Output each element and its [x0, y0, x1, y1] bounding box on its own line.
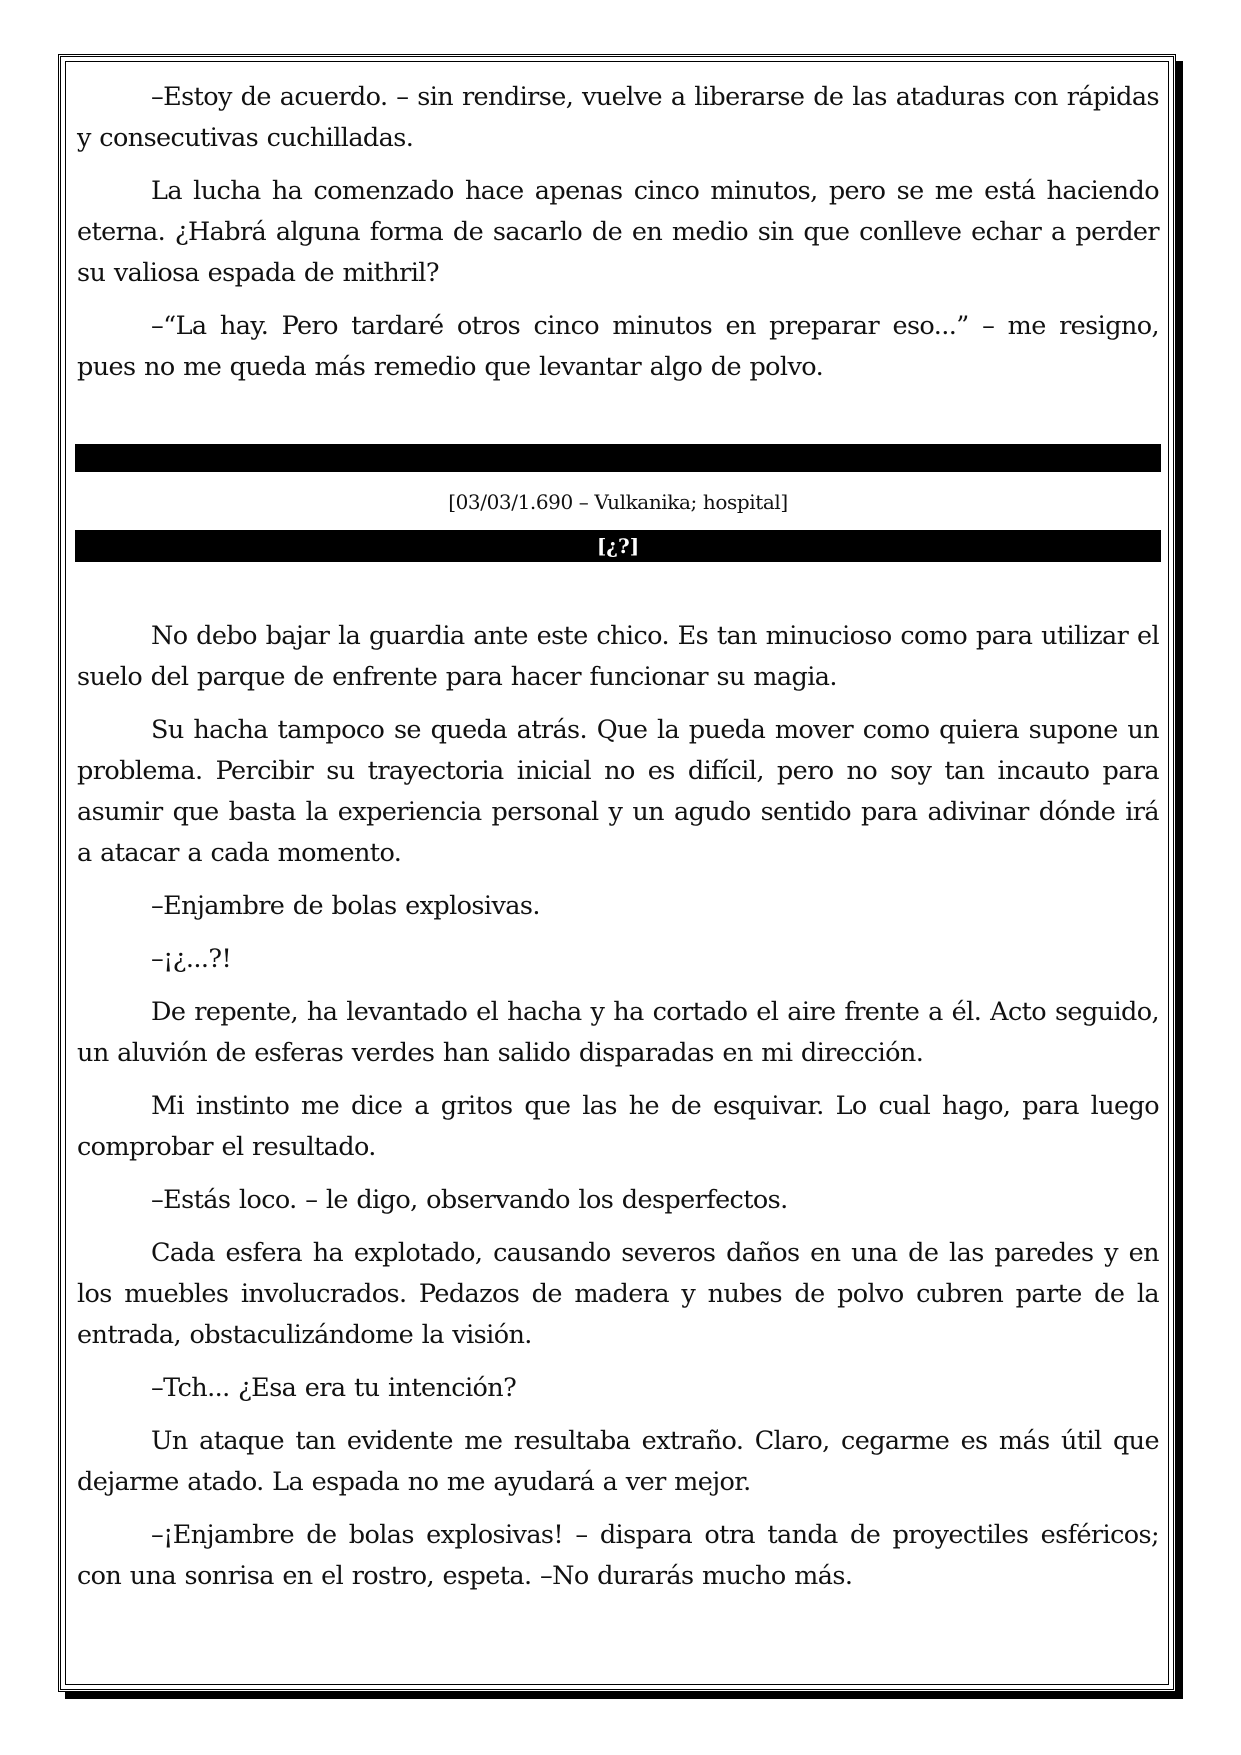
paragraph: –“La hay. Pero tardaré otros cinco minutos en preparar eso...” – me resigno, pues no me queda más remedio que levantar algo de polvo. [77, 311, 1159, 382]
paragraph: De repente, ha levantado el hacha y ha cortado el aire frente a él. Acto seguido, un aluvión de esferas verdes han salido disparadas en mi dirección. [77, 997, 1159, 1068]
paragraph: Su hacha tampoco se queda atrás. Que la pueda mover como quiera supone un problema. Percibir su trayectoria inicial no es difícil, pero no soy tan incauto para asumir que basta la experiencia personal y un agudo sentido para adivinar dónde irá a atacar a cada momento. [77, 715, 1159, 868]
paragraph: –¡¿...?! [151, 944, 232, 974]
paragraph: La lucha ha comenzado hace apenas cinco minutos, pero se me está haciendo eterna. ¿Habrá alguna forma de sacarlo de en medio sin que conlleve echar a perder su valiosa espada de mithril? [77, 176, 1159, 288]
paragraph: No debo bajar la guardia ante este chico. Es tan minucioso como para utilizar el suelo del parque de enfrente para hacer funcionar su magia. [77, 621, 1159, 692]
page-content [77, 77, 1159, 1609]
paragraph: Cada esfera ha explotado, causando severos daños en una de las paredes y en los muebles involucrados. Pedazos de madera y nubes de polvo cubren parte de la entrada, obstaculizándome la visión. [77, 1238, 1159, 1350]
paragraph: Mi instinto me dice a gritos que las he de esquivar. Lo cual hago, para luego comprobar el resultado. [77, 1091, 1159, 1162]
pov-label: [¿?] [75, 530, 1161, 562]
paragraph: –¡Enjambre de bolas explosivas! – dispara otra tanda de proyectiles esféricos; con una sonrisa en el rostro, espeta. –No durarás mucho más. [77, 1520, 1159, 1591]
paragraph: Un ataque tan evidente me resultaba extraño. Claro, cegarme es más útil que dejarme atado. La espada no me ayudará a ver mejor. [77, 1426, 1159, 1497]
paragraph: –Estoy de acuerdo. – sin rendirse, vuelve a liberarse de las ataduras con rápidas y consecutivas cuchilladas. [77, 82, 1159, 153]
paragraph: –Enjambre de bolas explosivas. [151, 891, 540, 921]
paragraph: –Estás loco. – le digo, observando los desperfectos. [151, 1185, 788, 1215]
page-frame [58, 54, 1176, 1692]
paragraph: –Tch... ¿Esa era tu intención? [151, 1373, 517, 1403]
scene-divider-bar [75, 444, 1161, 472]
scene-break [77, 444, 1159, 562]
scene-heading: [03/03/1.690 – Vulkanika; hospital] [448, 490, 788, 514]
